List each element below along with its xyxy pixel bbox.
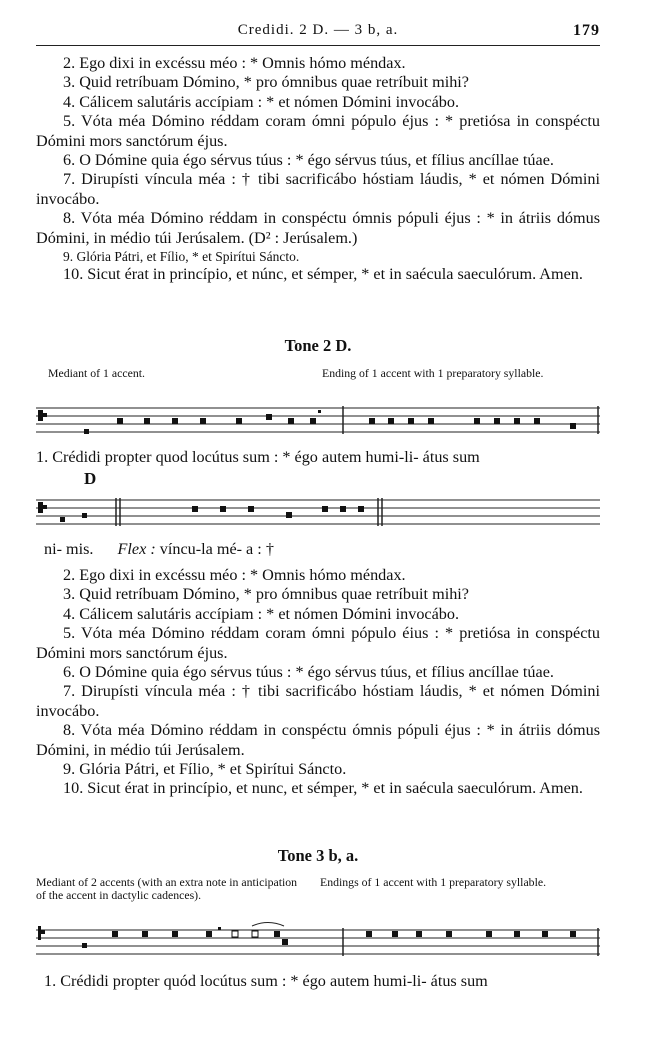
verse: 10. Sicut érat in princípio, et nunc, et sémper, * et in saécula saeculórum. Amen.	[63, 779, 583, 798]
chant-staff-2d	[36, 400, 600, 440]
verses-block-first	[36, 54, 600, 284]
chant-staff-3ba	[36, 920, 600, 964]
verse: 4. Cálicem salutáris accípiam : * et nómen Dómini invocábo.	[63, 604, 460, 623]
ending-note: Ending of 1 accent with 1 preparatory syllable.	[322, 366, 544, 380]
verse: 5. Vóta méa Dómino réddam coram ómni pópulo éjus : * pretiósa in conspéctu Dómini mors sanctórum éjus.	[36, 112, 600, 150]
verse-doxology: 9. Glória Pátri, et Fílio, * et Spirítui Sáncto.	[63, 249, 300, 265]
verse: 3. Quid retríbuam Dómino, * pro ómnibus quae retríbuit mihi?	[63, 73, 469, 92]
verse: 5. Vóta méa Dómino réddam coram ómni pópulo éius : * pretiósa in conspéctu Dómini mors sanctórum éjus.	[36, 624, 600, 662]
verse: 3. Quid retríbuam Dómino, * pro ómnibus quae retríbuit mihi?	[63, 585, 469, 604]
chant-lyric-2d-ending	[44, 540, 274, 559]
verse: 6. O Dómine quia égo sérvus túus : * égo sérvus túus, et fílius ancíllae túae.	[63, 663, 554, 682]
verse: 9. Glória Pátri, et Fílio, * et Spirítui Sáncto.	[63, 760, 347, 779]
flex-label: Flex :	[117, 540, 156, 558]
verse: 10. Sicut érat in princípio, et núnc, et sémper, * et in saécula saeculórum. Amen.	[63, 265, 583, 284]
verse: 6. O Dómine quia égo sérvus túus : * égo sérvus túus, et fílius ancíllae túae.	[63, 151, 554, 170]
page-number: 179	[573, 22, 600, 39]
verse: 7. Dirupísti víncula méa : † tibi sacrificábo hóstiam láudis, * et nómen Dómini invocábo.	[36, 170, 600, 208]
verse: 8. Vóta méa Dómino réddam in conspéctu ómnis pópuli éjus : * in átriis dómus Dómini, in médio túi Jerúsalem. (D² : Jerúsalem.)	[36, 209, 600, 247]
ending-note: Endings of 1 accent with 1 preparatory syllable.	[320, 875, 547, 889]
header-rule	[36, 45, 600, 46]
ending-label: D	[84, 469, 97, 488]
flex-text: víncu-la mé- a : †	[159, 540, 274, 558]
tone-title: Tone 3 b, a.	[277, 846, 359, 865]
mediant-note: Mediant of 2 accents (with an extra note in anticipation of the accent in dactylic cadences).	[36, 875, 298, 902]
chant-lyric-3ba: 1. Crédidi propter quód locútus sum : * égo autem humi-li- átus sum	[44, 972, 488, 990]
mediant-note: Mediant of 1 accent.	[48, 366, 145, 380]
verse: 4. Cálicem salutáris accípiam : * et nómen Dómini invocábo.	[63, 92, 460, 111]
tone-title: Tone 2 D.	[284, 336, 352, 355]
verse: 2. Ego dixi in excéssu méo : * Omnis hómo méndax.	[63, 54, 406, 72]
ending-syllables: ni- mis.	[44, 540, 94, 558]
verse: 8. Vóta méa Dómino réddam in conspéctu ómnis pópuli éjus : * in átriis dómus Dómini, in médio túi Jerúsalem.	[36, 721, 600, 759]
running-title: Credidi. 2 D. — 3 b, a.	[237, 22, 399, 38]
verse: 2. Ego dixi in excéssu méo : * Omnis hómo méndax.	[63, 566, 406, 584]
running-head	[36, 22, 600, 42]
chant-staff-2d-ending	[36, 492, 600, 532]
chant-lyric-2d: 1. Crédidi propter quod locútus sum : * égo autem humi-li- átus sum	[36, 448, 480, 466]
verses-block-second	[36, 566, 600, 799]
verse: 7. Dirupísti víncula méa : † tibi sacrificábo hóstiam láudis, * et nómen Dómini invocábo.	[36, 682, 600, 720]
